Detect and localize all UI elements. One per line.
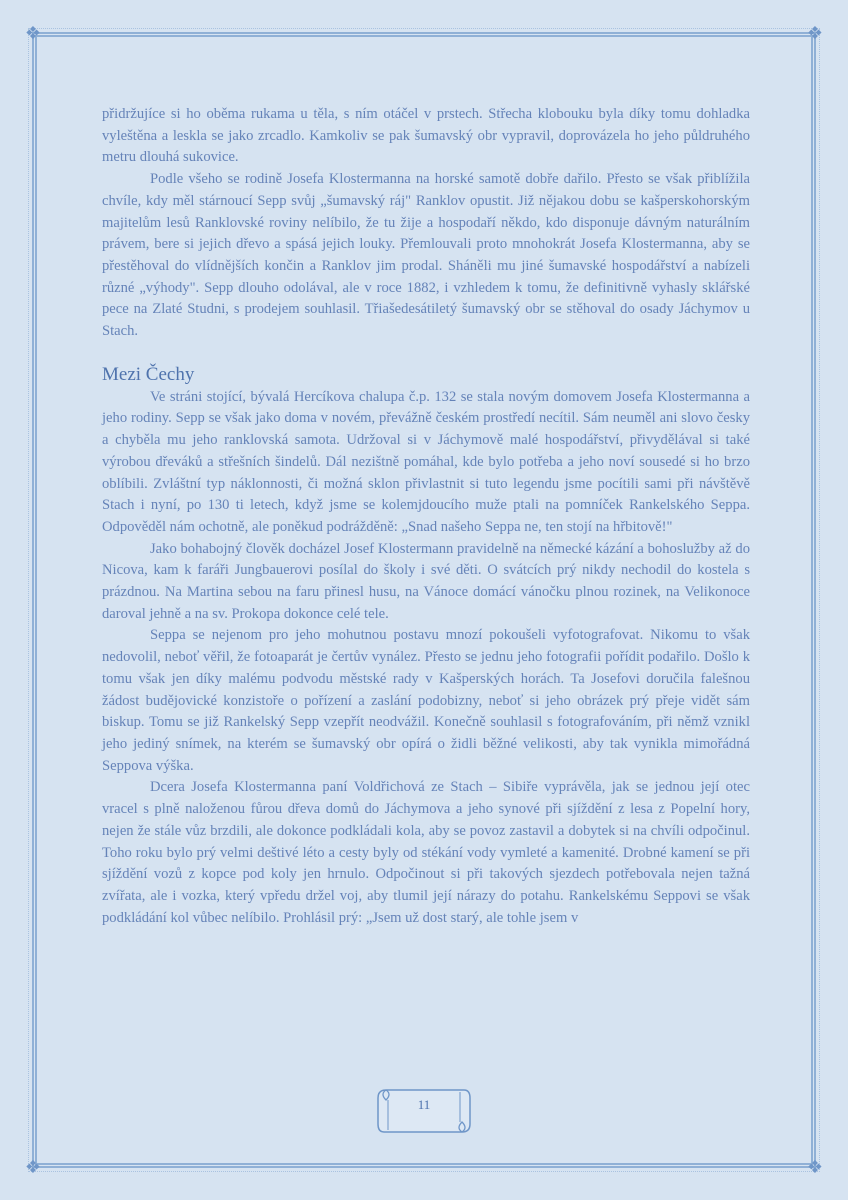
- corner-ornament-icon: ❖: [806, 23, 824, 43]
- page-number: 11: [417, 1097, 431, 1112]
- corner-ornament-icon: ❖: [24, 1157, 42, 1177]
- paragraph: Podle všeho se rodině Josefa Klostermanna na horské samotě dobře dařilo. Přesto se však přiblížila chvíle, kdy měl stárnoucí Sepp svůj „šumavský ráj" Ranklov opustit. Již nějakou dobu se kašperskohorským majitelům lesů Ranklovské roviny nelíbilo, že tu žije a hospodaří někdo, kdo disponuje dávným naturálním právem, bere si jejich dřevo a spásá jejich louky. Přemlouvali proto mnohokrát Josefa Klostermanna, aby se přestěhoval do vlídnějších končin a Ranklov jim prodal. Sháněli mu jiné šumavské hospodářství a nabízeli různé „výhody". Sepp dlouho odolával, ale v roce 1882, i vzhledem k tomu, že definitivně vyhasly sklářské pece na Zlaté Studni, s prodejem souhlasil. Třiašedesátiletý šumavský obr se stěhoval do osady Jáchymov u Stach.: [102, 171, 750, 340]
- paragraph: Seppa se nejenom pro jeho mohutnou postavu mnozí pokoušeli vyfotografovat. Nikomu to však nedovolil, neboť věřil, že fotoaparát je čertův vynález. Přesto se jednu jeho fotografii pořídit podařilo. Došlo k tomu však jen díky malému podvodu městské rady v Kašperských horách. Ta Josefovi doručila falešnou žádost budějovické konzistoře o pořízení a zaslání podobizny, neboť si jeho obrázek prý přeje vidět sám biskup. Tomu se již Rankelský Sepp vzepřít neodvážil. Konečně souhlasil s fotografováním, při němž vznikl jeho jediný snímek, na kterém se šumavský obr opírá o židli běžné velikosti, aby tak vynikla mimořádná Seppova výška.: [102, 627, 750, 774]
- text-body: [102, 104, 750, 929]
- paragraph: Ve stráni stojící, bývalá Hercíkova chalupa č.p. 132 se stala novým domovem Josefa Klostermanna a jeho rodiny. Sepp se však jako doma v novém, převážně českém prostředí necítil. Sám neuměl ani slovo česky a chyběla mu jeho ranklovská samota. Udržoval si v Jáchymově malé hospodářství, přivydělával si také výrobou dřeváků a střešních šindelů. Dál nezištně pomáhal, kde bylo potřeba a jeho noví sousedé si ho brzo oblíbili. Zvláštní typ náklonnosti, či možná sklon přivlastnit si tuto legendu jsme pocítili sami při návštěvě Stach i nyní, po 130 ti letech, když jsme se kolemjdoucího muže ptali na pomníček Rankelského Seppa. Odpověděl nám ochotně, ale poněkud podrážděně: „Snad našeho Seppa ne, ten stojí na hřbitově!": [102, 388, 750, 535]
- page-number-scroll: [372, 1080, 476, 1140]
- corner-ornament-icon: ❖: [24, 23, 42, 43]
- section-heading: Mezi Čechy: [102, 363, 195, 385]
- paragraph: přidržujíce si ho oběma rukama u těla, s ním otáčel v prstech. Střecha klobouku byla díky tomu dohladka vyleštěna a leskla se jako zrcadlo. Kamkoliv se pak šumavský obr vypravil, doprovázela ho jeho půldruhého metru dlouhá sukovice.: [102, 106, 750, 166]
- corner-ornament-icon: ❖: [806, 1157, 824, 1177]
- paragraph: Dcera Josefa Klostermanna paní Voldřichová ze Stach – Sibiře vyprávěla, jak se jednou její otec vracel s plně naloženou fůrou dřeva domů do Jáchymova a jeho synové při sjíždění z lesa z Popelní hory, nejen že stále vůz brzdili, ale dokonce podkládali kola, aby se povoz zastavil a dobytek si na chvíli odpočinul. Toho roku bylo prý velmi deštivé léto a cesty byly od stékání vody vymleté a kamenité. Drobné kamení se při sjíždění vozů z kopce pod koly jen hrnulo. Odpočinout si při takových sjezdech potřebovala nejen tažná zvířata, ale i vozka, který vpředu držel voj, aby tlumil její nárazy do potahu. Rankelskému Seppovi se však podkládání kol vůbec nelíbilo. Prohlásil prý: „Jsem už dost starý, ale tohle jsem v: [102, 779, 750, 926]
- paragraph: Jako bohabojný člověk docházel Josef Klostermann pravidelně na německé kázání a bohoslužby až do Nicova, kam k faráři Jungbauerovi posílal do školy i své děti. O svátcích prý nikdy nechodil do kostela s prázdnou. Na Martina sebou na faru přinesl husu, na Vánoce domácí vánočku plnou rozinek, na Velikonoce daroval jehně a na sv. Prokopa dokonce celé tele.: [102, 540, 750, 622]
